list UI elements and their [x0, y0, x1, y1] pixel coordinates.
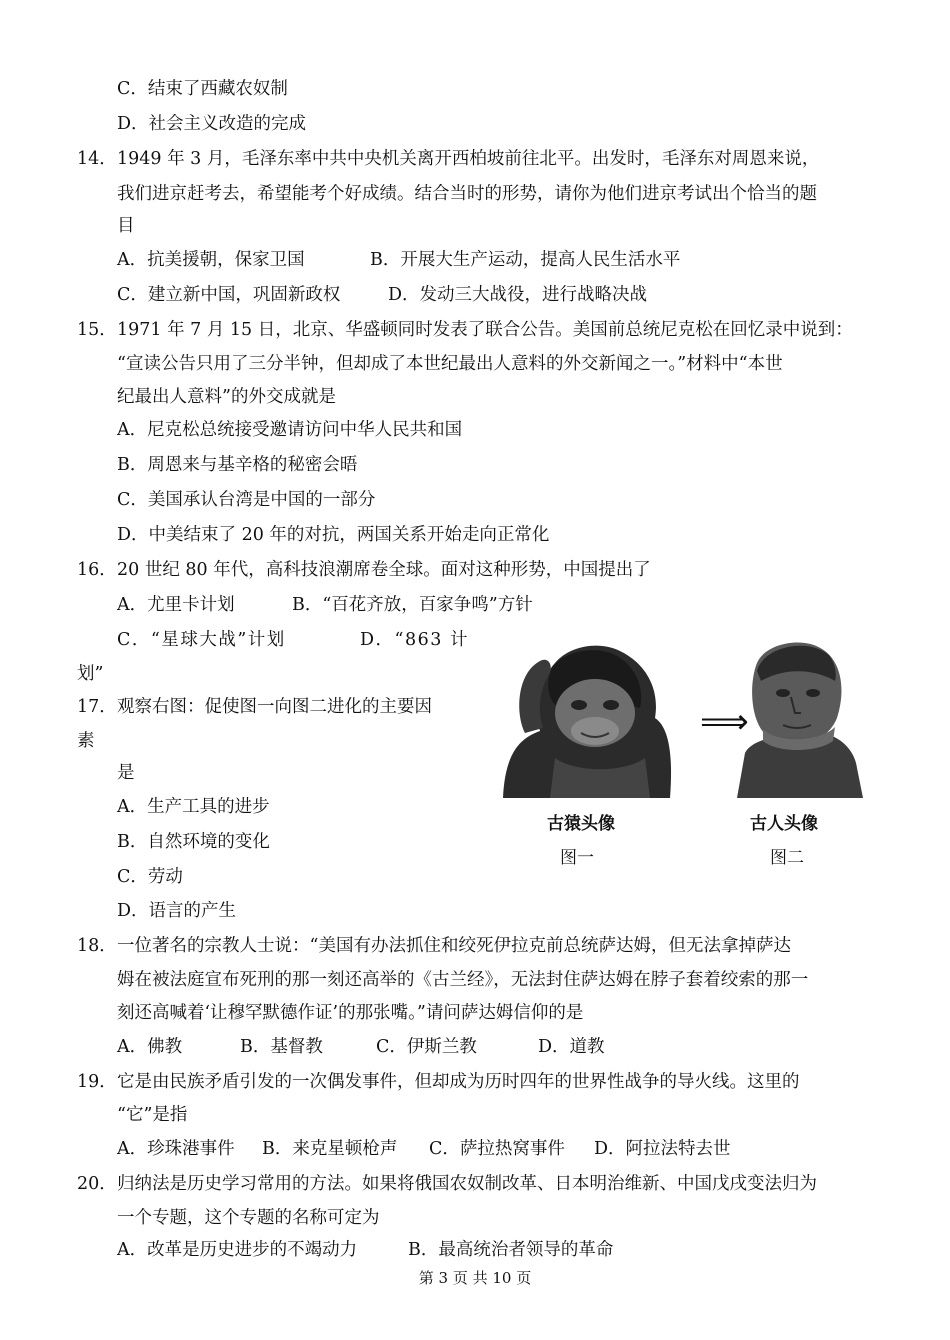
q17-stem-wrap: 素 — [77, 731, 95, 751]
q15-option-a: A．尼克松总统接受邀请访问中华人民共和国 — [117, 420, 463, 440]
q17-number: 17． — [77, 697, 117, 717]
q20-option-a: A．改革是历史进步的不竭动力 — [117, 1240, 358, 1260]
q17-option-c: C．劳动 — [117, 867, 183, 887]
q18-option-d: D．道教 — [538, 1037, 605, 1057]
q15-stem-line2: “宣读公告只用了三分半钟，但却成了本世纪最出人意料的外交新闻之一。”材料中“本世 — [117, 354, 783, 374]
q19-stem-line2: “它”是指 — [117, 1105, 188, 1125]
evolution-illustration — [495, 633, 870, 803]
q18-option-a: A．佛教 — [117, 1037, 183, 1057]
q16-option-c: C．“星球大战”计划 — [117, 630, 286, 650]
q19-option-c: C．萨拉热窝事件 — [429, 1139, 565, 1159]
page-footer: 第 3 页 共 10 页 — [418, 1269, 532, 1287]
q20-stem-line2: 一个专题，这个专题的名称可定为 — [117, 1208, 380, 1228]
evolution-arrow: ⟹ — [700, 702, 749, 742]
q19-option-a: A．珍珠港事件 — [117, 1139, 235, 1159]
figure2-label: 图二 — [770, 848, 804, 868]
early-human-bust-image — [737, 642, 863, 798]
q16-option-b: B．“百花齐放，百家争鸣”方针 — [292, 595, 533, 615]
q15-stem-line3: 纪最出人意料”的外交成就是 — [117, 387, 336, 407]
q18-stem-line3: 刻还高喊着‘让穆罕默德作证’的那张嘴。”请问萨达姆信仰的是 — [117, 1003, 584, 1023]
q19-option-b: B．来克星顿枪声 — [262, 1139, 398, 1159]
figure2-caption: 古人头像 — [750, 814, 818, 834]
q14-stem-line3: 目 — [117, 216, 135, 236]
q17-stem-line2: 是 — [117, 763, 135, 783]
evolution-figure — [495, 633, 870, 878]
q20-option-b: B．最高统治者领导的革命 — [408, 1240, 614, 1260]
q14-option-b: B．开展大生产运动，提高人民生活水平 — [370, 250, 681, 270]
q18-option-c: C．伊斯兰教 — [376, 1037, 477, 1057]
q15-stem-line1: 1971 年 7 月 15 日，北京、华盛顿同时发表了联合公告。美国前总统尼克松在回忆录中说到： — [117, 320, 853, 340]
q17-option-a: A．生产工具的进步 — [117, 797, 270, 817]
q20-stem-line1: 归纳法是历史学习常用的方法。如果将俄国农奴制改革、日本明治维新、中国戊戌变法归为 — [117, 1174, 817, 1194]
ape-head-image — [503, 646, 671, 798]
q19-number: 19． — [77, 1072, 117, 1092]
q20-number: 20． — [77, 1174, 117, 1194]
q15-option-b: B．周恩来与基辛格的秘密会晤 — [117, 455, 358, 475]
q16-stem-line1: 20 世纪 80 年代，高科技浪潮席卷全球。面对这种形势，中国提出了 — [117, 560, 651, 580]
q19-option-d: D．阿拉法特去世 — [594, 1139, 731, 1159]
q16-number: 16． — [77, 560, 117, 580]
q18-stem-line2: 姆在被法庭宣布死刑的那一刻还高举的《古兰经》，无法封住萨达姆在脖子套着绞索的那一 — [117, 970, 809, 990]
q17-option-b: B．自然环境的变化 — [117, 832, 270, 852]
q15-option-d: D．中美结束了 20 年的对抗，两国关系开始走向正常化 — [117, 525, 550, 545]
q15-option-c: C．美国承认台湾是中国的一部分 — [117, 490, 376, 510]
q14-option-a: A．抗美援朝，保家卫国 — [117, 250, 305, 270]
q18-option-b: B．基督教 — [240, 1037, 323, 1057]
q14-stem-line2: 我们进京赶考去，希望能考个好成绩。结合当时的形势，请你为他们进京考试出个恰当的题 — [117, 184, 817, 204]
q17-option-d: D．语言的产生 — [117, 901, 237, 921]
q18-number: 18． — [77, 936, 117, 956]
figure1-label: 图一 — [560, 848, 594, 868]
q16-option-a: A．尤里卡计划 — [117, 595, 235, 615]
q14-option-d: D．发动三大战役，进行战略决战 — [388, 285, 648, 305]
q16-option-d-wrap: 划” — [77, 664, 104, 684]
q13-option-c: C．结束了西藏农奴制 — [117, 79, 288, 99]
q13-option-d: D．社会主义改造的完成 — [117, 114, 307, 134]
q19-stem-line1: 它是由民族矛盾引发的一次偶发事件，但却成为历时四年的世界性战争的导火线。这里的 — [117, 1072, 800, 1092]
q14-option-c: C．建立新中国，巩固新政权 — [117, 285, 341, 305]
q14-number: 14． — [77, 149, 117, 169]
figure1-caption: 古猿头像 — [547, 814, 615, 834]
q17-stem-line1: 观察右图：促使图一向图二进化的主要因 — [117, 697, 432, 717]
q14-stem-line1: 1949 年 3 月，毛泽东率中共中央机关离开西柏坡前往北平。出发时，毛泽东对周恩来说， — [117, 149, 820, 169]
q18-stem-line1: 一位著名的宗教人士说：“美国有办法抓住和绞死伊拉克前总统萨达姆，但无法拿掉萨达 — [117, 936, 791, 956]
q16-option-d: D．“863 计 — [360, 630, 469, 650]
q15-number: 15． — [77, 320, 117, 340]
